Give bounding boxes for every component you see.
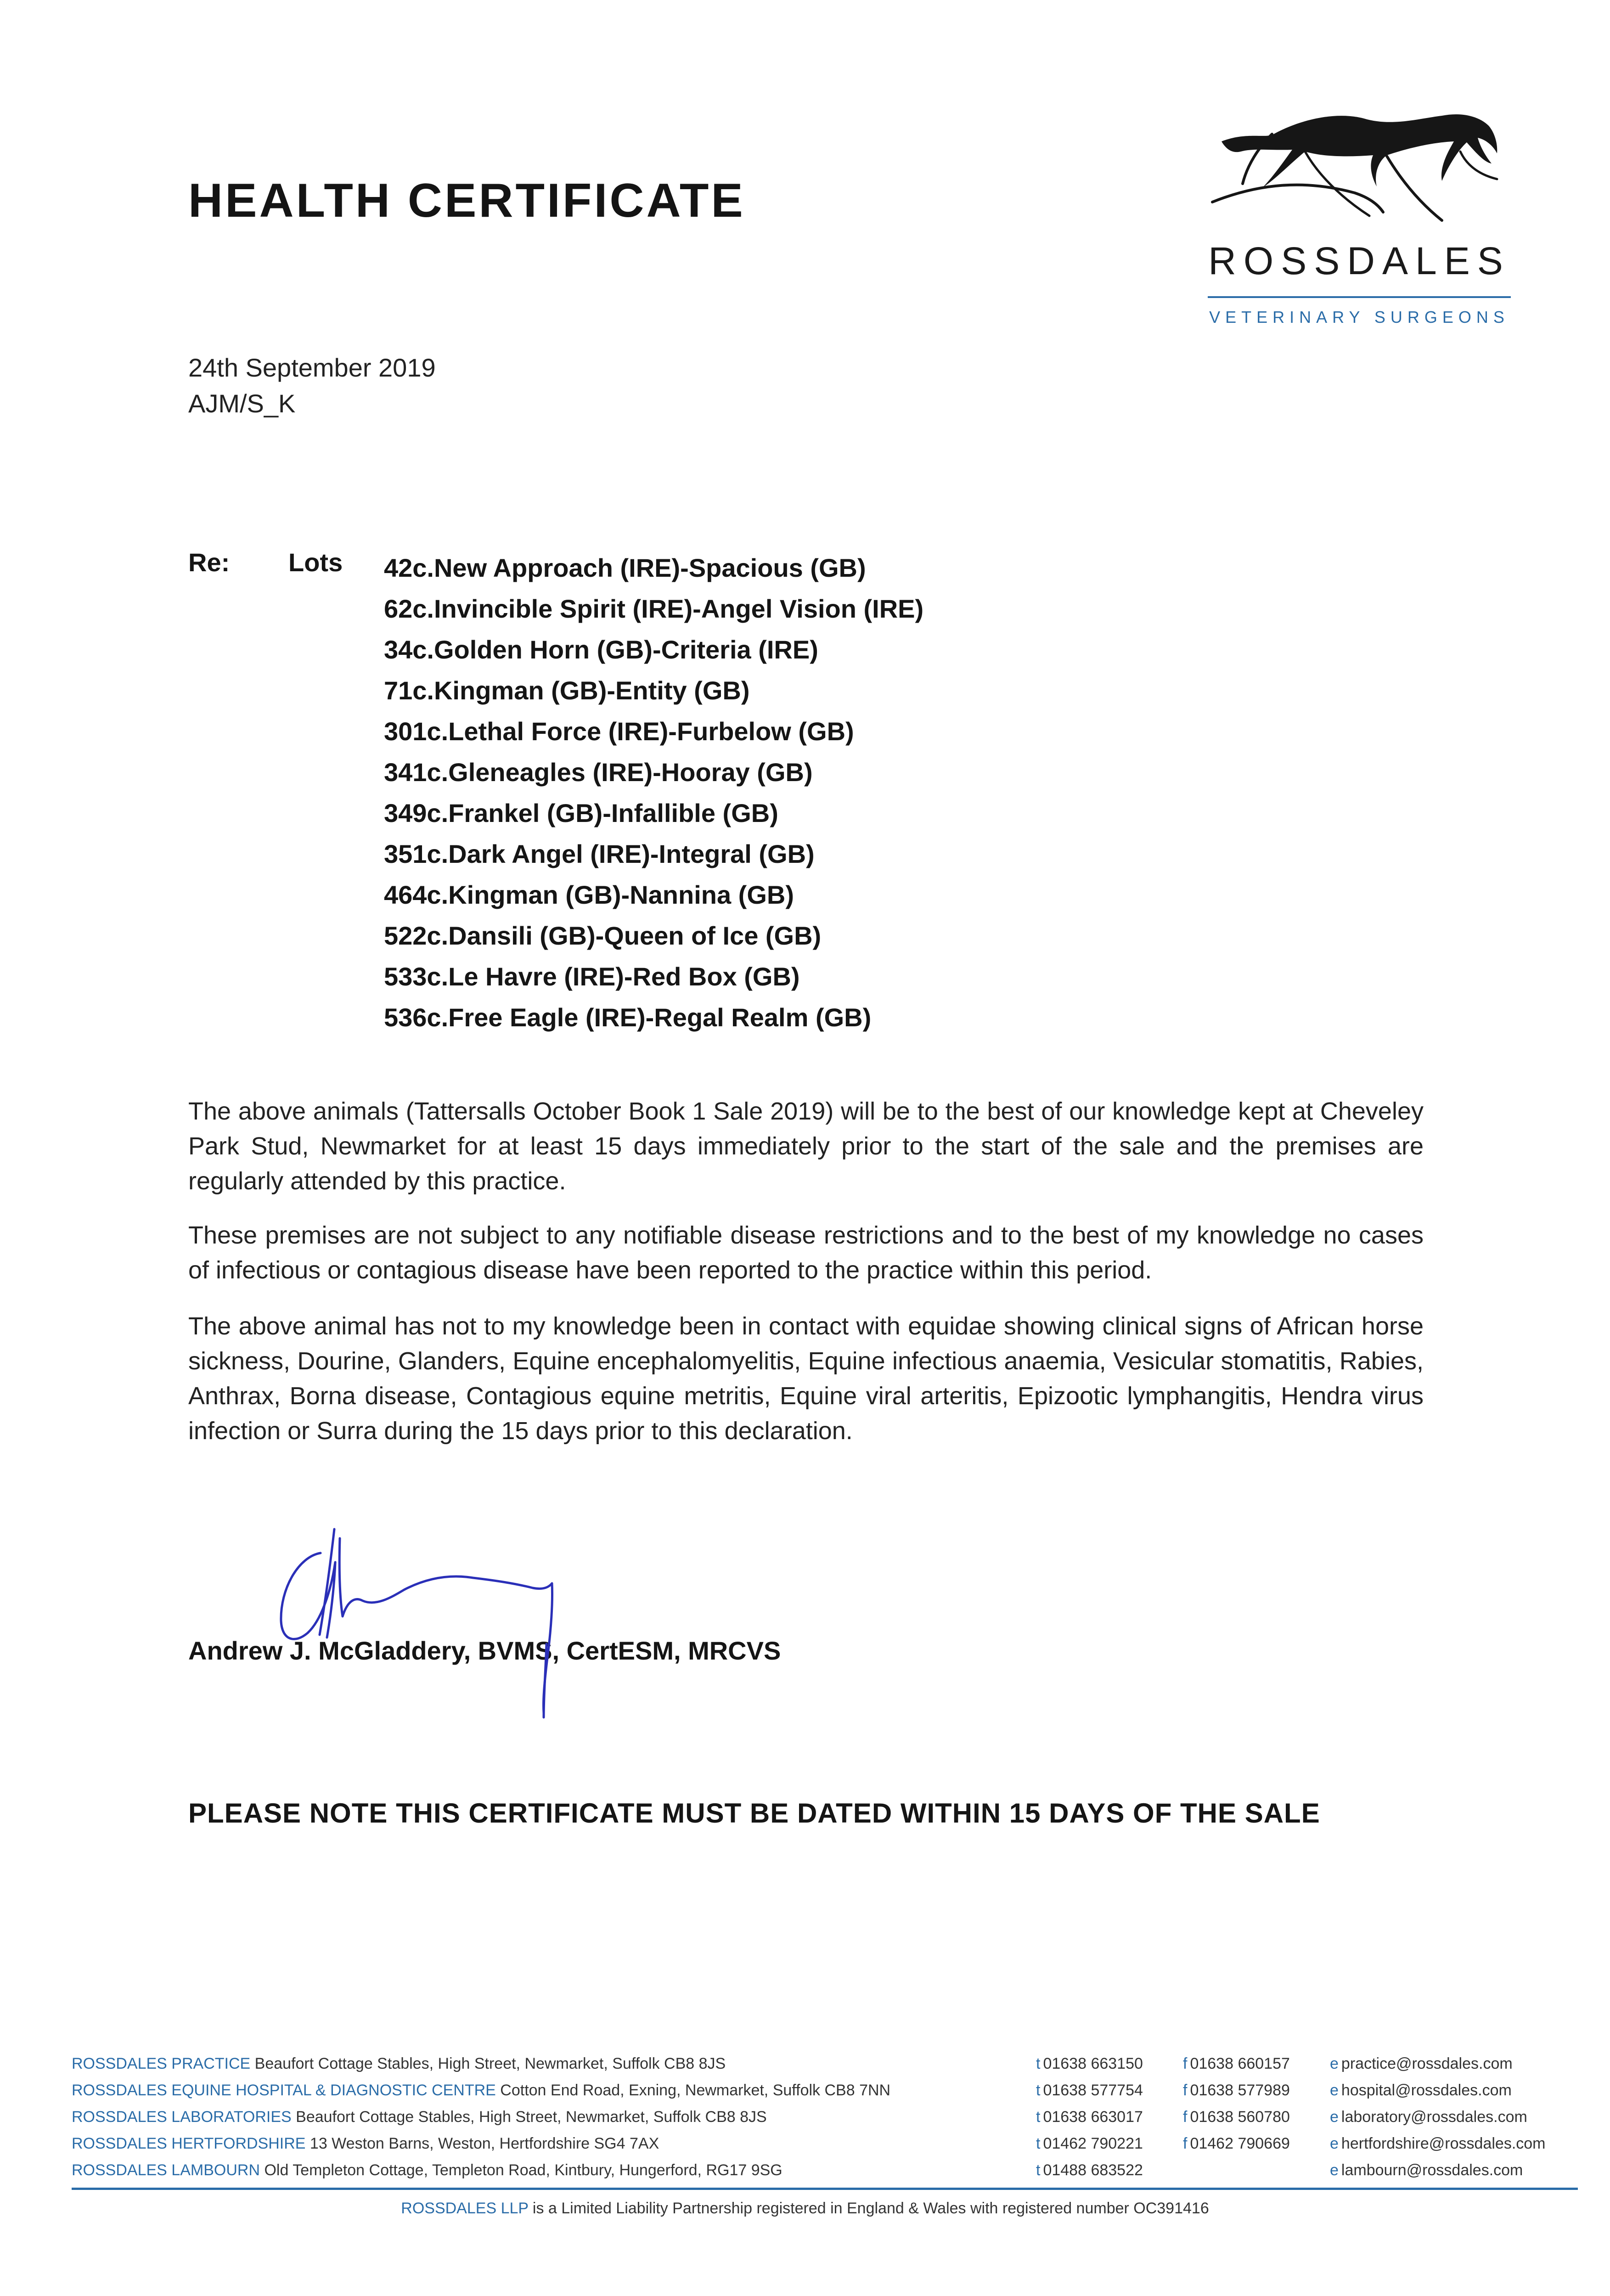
footer-email: e lambourn@rossdales.com	[1330, 2161, 1523, 2179]
footer-email: e hospital@rossdales.com	[1330, 2082, 1512, 2099]
footer-branch-address: Old Templeton Cottage, Templeton Road, Kintbury, Hungerford, RG17 9SG	[264, 2161, 782, 2179]
footer-branch-name: ROSSDALES PRACTICE	[72, 2055, 251, 2072]
lot-item: 71c.Kingman (GB)-Entity (GB)	[384, 676, 750, 705]
footer-fax: f 01638 577989	[1183, 2082, 1290, 2099]
lot-item: 536c.Free Eagle (IRE)-Regal Realm (GB)	[384, 1003, 872, 1032]
footer-email: e laboratory@rossdales.com	[1330, 2108, 1527, 2126]
footer-branch-address: Beaufort Cottage Stables, High Street, Newmarket, Suffolk CB8 8JS	[254, 2055, 726, 2072]
footer-fax: f 01638 560780	[1183, 2108, 1290, 2126]
footer-phone: t 01488 683522	[1036, 2161, 1143, 2179]
lot-item: 42c.New Approach (IRE)-Spacious (GB)	[384, 553, 866, 582]
signatory-name: Andrew J. McGladdery, BVMS, CertESM, MRCVS	[188, 1636, 781, 1665]
galloping-horse-icon	[1203, 106, 1511, 253]
re-label: Re:	[188, 548, 230, 577]
lots-label: Lots	[288, 548, 343, 577]
lot-list	[384, 547, 923, 1038]
footer-row	[72, 2050, 1578, 2077]
footer-branch-address: 13 Weston Barns, Weston, Hertfordshire SG4 7AX	[310, 2135, 659, 2152]
lot-item: 522c.Dansili (GB)-Queen of Ice (GB)	[384, 921, 822, 950]
lot-item: 533c.Le Havre (IRE)-Red Box (GB)	[384, 962, 800, 991]
body-paragraph: The above animal has not to my knowledge been in contact with equidae showing clinical signs of African horse sickness, Dourine, Glanders, Equine encephalomyelitis, Equine infectious anaemia, Vesicular stomatitis, Rabies, Anthrax, Borna disease, Contagious equine metritis, Equine viral arteritis, Epizootic lymphangitis, Hendra virus infection or Surra during the 15 days prior to this declaration.	[188, 1312, 1424, 1445]
logo-divider	[1208, 296, 1511, 298]
footer-row	[72, 2104, 1578, 2130]
lot-item: 34c.Golden Horn (GB)-Criteria (IRE)	[384, 635, 818, 664]
lot-item: 62c.Invincible Spirit (IRE)-Angel Vision (IRE)	[384, 594, 924, 623]
body-paragraph: The above animals (Tattersalls October Book 1 Sale 2019) will be to the best of our knowledge kept at Cheveley Park Stud, Newmarket for at least 15 days immediately prior to the start of the sale and the premises are regularly attended by this practice.	[188, 1097, 1424, 1195]
footer-branch-address: Beaufort Cottage Stables, High Street, Newmarket, Suffolk CB8 8JS	[296, 2108, 767, 2126]
footer-fax: f 01462 790669	[1183, 2135, 1290, 2152]
logo-subtitle: VETERINARY SURGEONS	[1209, 308, 1509, 326]
lot-item: 301c.Lethal Force (IRE)-Furbelow (GB)	[384, 717, 854, 746]
footer-phone: t 01638 663017	[1036, 2108, 1143, 2126]
footer-fax: f 01638 660157	[1183, 2055, 1290, 2072]
lot-item: 349c.Frankel (GB)-Infallible (GB)	[384, 799, 778, 827]
footer-divider	[72, 2188, 1578, 2190]
certificate-note: PLEASE NOTE THIS CERTIFICATE MUST BE DATED WITHIN 15 DAYS OF THE SALE	[188, 1798, 1320, 1829]
footer-row	[72, 2130, 1578, 2157]
page-title: HEALTH CERTIFICATE	[188, 174, 745, 227]
footer-legal-text: is a Limited Liability Partnership registered in England & Wales with registered number OC391416	[532, 2200, 1209, 2217]
handwritten-signature	[266, 1511, 680, 1750]
footer-email: e practice@rossdales.com	[1330, 2055, 1513, 2072]
footer-branch-address: Cotton End Road, Exning, Newmarket, Suffolk CB8 7NN	[500, 2082, 891, 2099]
footer-branch-name: ROSSDALES EQUINE HOSPITAL & DIAGNOSTIC CENTRE	[72, 2082, 496, 2099]
lot-item: 351c.Dark Angel (IRE)-Integral (GB)	[384, 839, 815, 868]
footer-row	[72, 2157, 1578, 2183]
letter-date: 24th September 2019	[188, 353, 436, 382]
footer-branch-name: ROSSDALES LABORATORIES	[72, 2108, 292, 2126]
footer-phone: t 01638 663150	[1036, 2055, 1143, 2072]
lot-item: 341c.Gleneagles (IRE)-Hooray (GB)	[384, 758, 813, 787]
logo-wordmark: ROSSDALES	[1208, 239, 1510, 282]
footer-row	[72, 2077, 1578, 2104]
body-paragraph: These premises are not subject to any notifiable disease restrictions and to the best of my knowledge no cases of infectious or contagious disease have been reported to the practice within this period.	[188, 1221, 1424, 1284]
footer-branch-name: ROSSDALES HERTFORDSHIRE	[72, 2135, 306, 2152]
lot-item: 464c.Kingman (GB)-Nannina (GB)	[384, 880, 794, 909]
footer-phone: t 01638 577754	[1036, 2082, 1143, 2099]
footer-phone: t 01462 790221	[1036, 2135, 1143, 2152]
footer-contacts	[72, 2050, 1578, 2183]
footer-legal-name: ROSSDALES LLP	[401, 2200, 529, 2217]
footer-legal-notice	[0, 2200, 1610, 2217]
footer-branch-name: ROSSDALES LAMBOURN	[72, 2161, 260, 2179]
letter-reference: AJM/S_K	[188, 389, 296, 418]
footer-email: e hertfordshire@rossdales.com	[1330, 2135, 1546, 2152]
